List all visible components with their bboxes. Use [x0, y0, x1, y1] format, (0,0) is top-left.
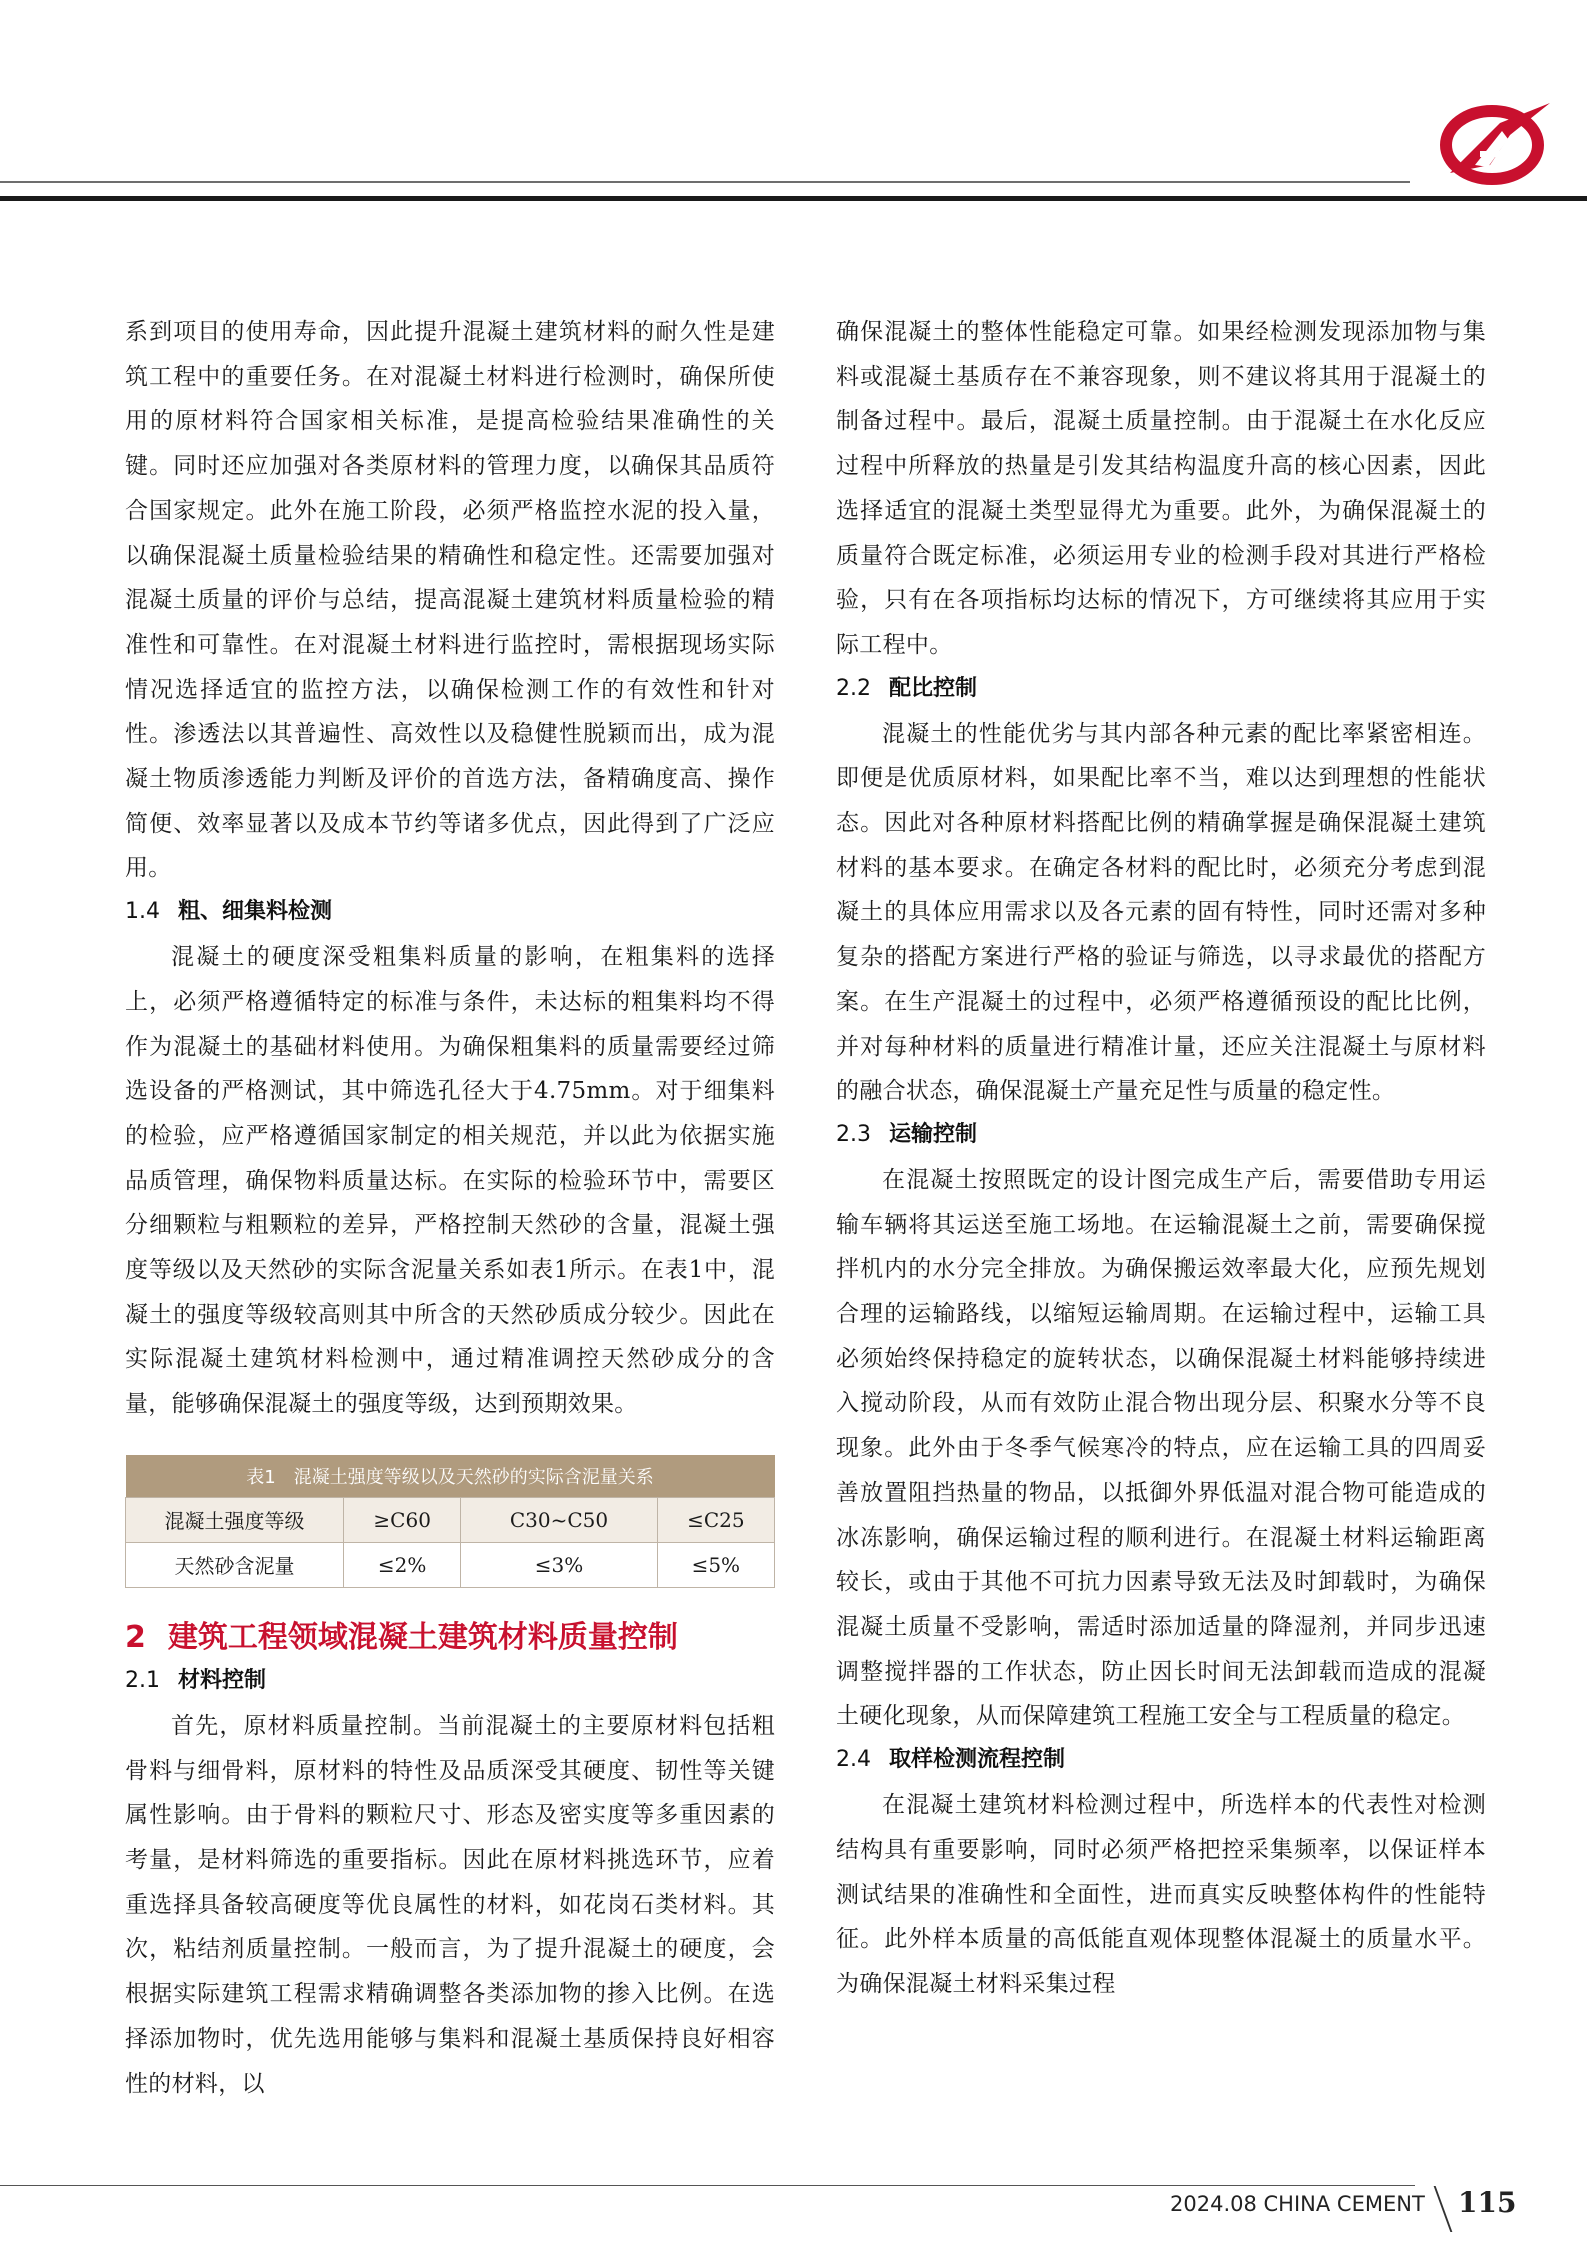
- table-caption: 表1 混凝土强度等级以及天然砂的实际含泥量关系: [126, 1455, 775, 1498]
- footer-issue: 2024.08 CHINA CEMENT: [1170, 2192, 1425, 2216]
- table-cell: 天然砂含泥量: [126, 1542, 344, 1587]
- section-heading-2: [125, 1616, 775, 1660]
- section-number: 2.4: [836, 1747, 871, 1773]
- section-number: 2.3: [836, 1121, 871, 1147]
- section-title: 取样检测流程控制: [889, 1747, 1066, 1773]
- footer-rule: [0, 2185, 1415, 2186]
- section-number: 2.2: [836, 675, 871, 701]
- body-paragraph: 混凝土的硬度深受粗集料质量的影响，在粗集料的选择上，必须严格遵循特定的标准与条件，未达标的粗集料均不得作为混凝土的基础材料使用。为确保粗集料的质量需要经过筛选设备的严格测试，其中筛选孔径大于4.75mm。对于细集料的检验，应严格遵循国家制定的相关规范，并以此为依据实施品质管理，确保物料质量达标。在实际的检验环节中，需要区分细颗粒与粗颗粒的差异，严格控制天然砂的含量，混凝土强度等级以及天然砂的实际含泥量关系如表1所示。在表1中，混凝土的强度等级较高则其中所含的天然砂质成分较少。因此在实际混凝土建筑材料检测中，通过精准调控天然砂成分的含量，能够确保混凝土的强度等级，达到预期效果。: [125, 944, 775, 1418]
- table-row: [126, 1542, 775, 1587]
- section-heading-2-1: [125, 1664, 775, 1698]
- table-cell: ≤2%: [344, 1542, 461, 1587]
- header-rule-thick: [0, 196, 1587, 201]
- body-paragraph: 首先，原材料质量控制。当前混凝土的主要原材料包括粗骨料与细骨料，原材料的特性及品质深受其硬度、韧性等关键属性影响。由于骨料的颗粒尺寸、形态及密实度等多重因素的考量，是材料筛选的重要指标。因此在原材料挑选环节，应着重选择具备较高硬度等优良属性的材料，如花岗石类材料。其次，粘结剂质量控制。一般而言，为了提升混凝土的硬度，会根据实际建筑工程需求精确调整各类添加物的掺入比例。在选择添加物时，优先选用能够与集料和混凝土基质保持良好相容性的材料，以: [125, 1712, 775, 2097]
- journal-logo-icon: [1430, 95, 1560, 185]
- section-number: 1.4: [125, 899, 160, 925]
- section-title: 建筑工程领域混凝土建筑材料质量控制: [167, 1619, 678, 1655]
- table-cell: ≤C25: [657, 1497, 774, 1542]
- section-title: 材料控制: [178, 1667, 267, 1693]
- table-1: [125, 1455, 775, 1588]
- table-cell: 混凝土强度等级: [126, 1497, 344, 1542]
- body-paragraph: 在混凝土按照既定的设计图完成生产后，需要借助专用运输车辆将其运送至施工场地。在运输混凝土之前，需要确保搅拌机内的水分完全排放。为确保搬运效率最大化，应预先规划合理的运输路线，以缩短运输周期。在运输过程中，运输工具必须始终保持稳定的旋转状态，以确保混凝土材料能够持续进入搅动阶段，从而有效防止混合物出现分层、积聚水分等不良现象。此外由于冬季气候寒冷的特点，应在运输工具的四周妥善放置阻挡热量的物品，以抵御外界低温对混合物可能造成的冰冻影响，确保运输过程的顺利进行。在混凝土材料运输距离较长，或由于其他不可抗力因素导致无法及时卸载时，为确保混凝土质量不受影响，需适时添加适量的降湿剂，并同步迅速调整搅拌器的工作状态，防止因长时间无法卸载而造成的混凝土硬化现象，从而保障建筑工程施工安全与工程质量的稳定。: [836, 1166, 1486, 1730]
- left-column: [125, 310, 775, 2106]
- section-heading-1-4: [125, 895, 775, 929]
- section-title: 运输控制: [889, 1121, 978, 1147]
- header-rule-thin: [0, 181, 1410, 183]
- body-paragraph: 在混凝土建筑材料检测过程中，所选样本的代表性对检测结构具有重要影响，同时必须严格把控采集频率，以保证样本测试结果的准确性和全面性，进而真实反映整体构件的性能特征。此外样本质量的高低能直观体现整体混凝土的质量水平。为确保混凝土材料采集过程: [836, 1792, 1486, 1997]
- section-heading-2-2: [836, 672, 1486, 706]
- section-title: 配比控制: [889, 675, 978, 701]
- body-paragraph: 确保混凝土的整体性能稳定可靠。如果经检测发现添加物与集料或混凝土基质存在不兼容现象，则不建议将其用于混凝土的制备过程中。最后，混凝土质量控制。由于混凝土在水化反应过程中所释放的热量是引发其结构温度升高的核心因素，因此选择适宜的混凝土类型显得尤为重要。此外，为确保混凝土的质量符合既定标准，必须运用专业的检测手段对其进行严格检验，只有在各项指标均达标的情况下，方可继续将其应用于实际工程中。: [836, 319, 1486, 658]
- table-cell: ≤5%: [657, 1542, 774, 1587]
- body-paragraph: 系到项目的使用寿命，因此提升混凝土建筑材料的耐久性是建筑工程中的重要任务。在对混凝土材料进行检测时，确保所使用的原材料符合国家相关标准，是提高检验结果准确性的关键。同时还应加强对各类原材料的管理力度，以确保其品质符合国家规定。此外在施工阶段，必须严格监控水泥的投入量，以确保混凝土质量检验结果的精确性和稳定性。还需要加强对混凝土质量的评价与总结，提高混凝土建筑材料质量检验的精准性和可靠性。在对混凝土材料进行监控时，需根据现场实际情况选择适宜的监控方法，以确保检测工作的有效性和针对性。渗透法以其普遍性、高效性以及稳健性脱颖而出，成为混凝土物质渗透能力判断及评价的首选方法，备精确度高、操作简便、效率显著以及成本节约等诸多优点，因此得到了广泛应用。: [125, 319, 775, 882]
- page-number: 115: [1458, 2186, 1517, 2219]
- body-paragraph: 混凝土的性能优劣与其内部各种元素的配比率紧密相连。即便是优质原材料，如果配比率不当，难以达到理想的性能状态。因此对各种原材料搭配比例的精确掌握是确保混凝土建筑材料的基本要求。在确定各材料的配比时，必须充分考虑到混凝土的具体应用需求以及各元素的固有特性，同时还需对多种复杂的搭配方案进行严格的验证与筛选，以寻求最优的搭配方案。在生产混凝土的过程中，必须严格遵循预设的配比比例，并对每种材料的质量进行精准计量，还应关注混凝土与原材料的融合状态，确保混凝土产量充足性与质量的稳定性。: [836, 720, 1486, 1105]
- section-number: 2.1: [125, 1667, 160, 1693]
- footer-slash: [1434, 2186, 1453, 2232]
- table-row: [126, 1497, 775, 1542]
- table-cell: ≤3%: [461, 1542, 657, 1587]
- section-title: 粗、细集料检测: [178, 899, 333, 925]
- right-column: [836, 310, 1486, 2007]
- section-number: 2: [125, 1619, 146, 1655]
- section-heading-2-4: [836, 1743, 1486, 1777]
- table-cell: ≥C60: [344, 1497, 461, 1542]
- table-cell: C30~C50: [461, 1497, 657, 1542]
- section-heading-2-3: [836, 1118, 1486, 1152]
